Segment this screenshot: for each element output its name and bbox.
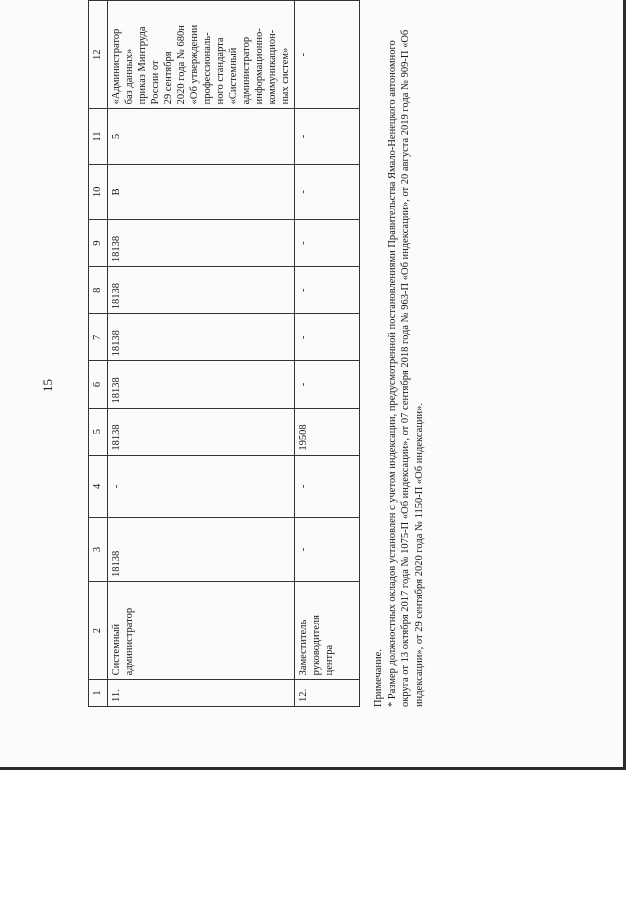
footnote-title: Примечание. [373,649,384,707]
table-cell: - [295,361,360,408]
column-number-header: 3 [89,518,108,582]
table-row [295,1,360,707]
row-number-cell: 11. [108,680,295,707]
row-number-cell: 12. [295,680,360,707]
table-cell: - [295,314,360,361]
table-cell: - [295,518,360,582]
column-number-header: 6 [89,361,108,408]
footnote [372,27,426,707]
salary-table [88,0,360,707]
column-number-header: 7 [89,314,108,361]
table-cell: - [295,1,360,109]
table-cell: - [295,109,360,164]
table-cell: 5 [108,109,295,164]
position-cell: Системный администратор [108,581,295,679]
table-cell: - [295,267,360,314]
column-number-header: 2 [89,581,108,679]
table-cell: В [108,164,295,219]
table-cell: 18138 [108,518,295,582]
column-number-header: 8 [89,267,108,314]
column-number-header: 4 [89,455,108,517]
table-header-row [89,1,108,707]
position-cell: Заместитель руководителя центра [295,581,360,679]
table-cell: 18138 [108,267,295,314]
column-number-header: 5 [89,408,108,455]
table-cell: 18138 [108,314,295,361]
footnote-text: * Размер должностных окладов установлен с учетом индексации, предусмотренной постановлениями Правительства Ямало-Ненецкого автономного округа от 13 октября 2017 года № 1075-П «Об индексации», от 07 сентября 2018 года № 963-П «Об индексации», от 20 августа 2019 года № 909-П «Об индексации», от 29 сентября 2020 года № 1150-П «Об индексации». [386,29,425,707]
table-cell: - [295,220,360,267]
table-cell: - [108,455,295,517]
table-cell: 18138 [108,220,295,267]
column-number-header: 11 [89,109,108,164]
standard-reference-cell: «Администратор баз данных» приказ Минтруда России от 29 сентября 2020 года № 680н «Об утверждении профессиональ- ного стандарта «Системный администратор информационно- коммуникацион- ных систем» [108,1,295,109]
column-number-header: 1 [89,680,108,707]
table-cell: 19508 [295,408,360,455]
column-number-header: 10 [89,164,108,219]
table-cell: 18138 [108,361,295,408]
table-cell: 18138 [108,408,295,455]
column-number-header: 12 [89,1,108,109]
page-number: 15 [40,379,55,392]
table-cell: - [295,164,360,219]
table-row [108,1,295,707]
table-cell: - [295,455,360,517]
column-number-header: 9 [89,220,108,267]
